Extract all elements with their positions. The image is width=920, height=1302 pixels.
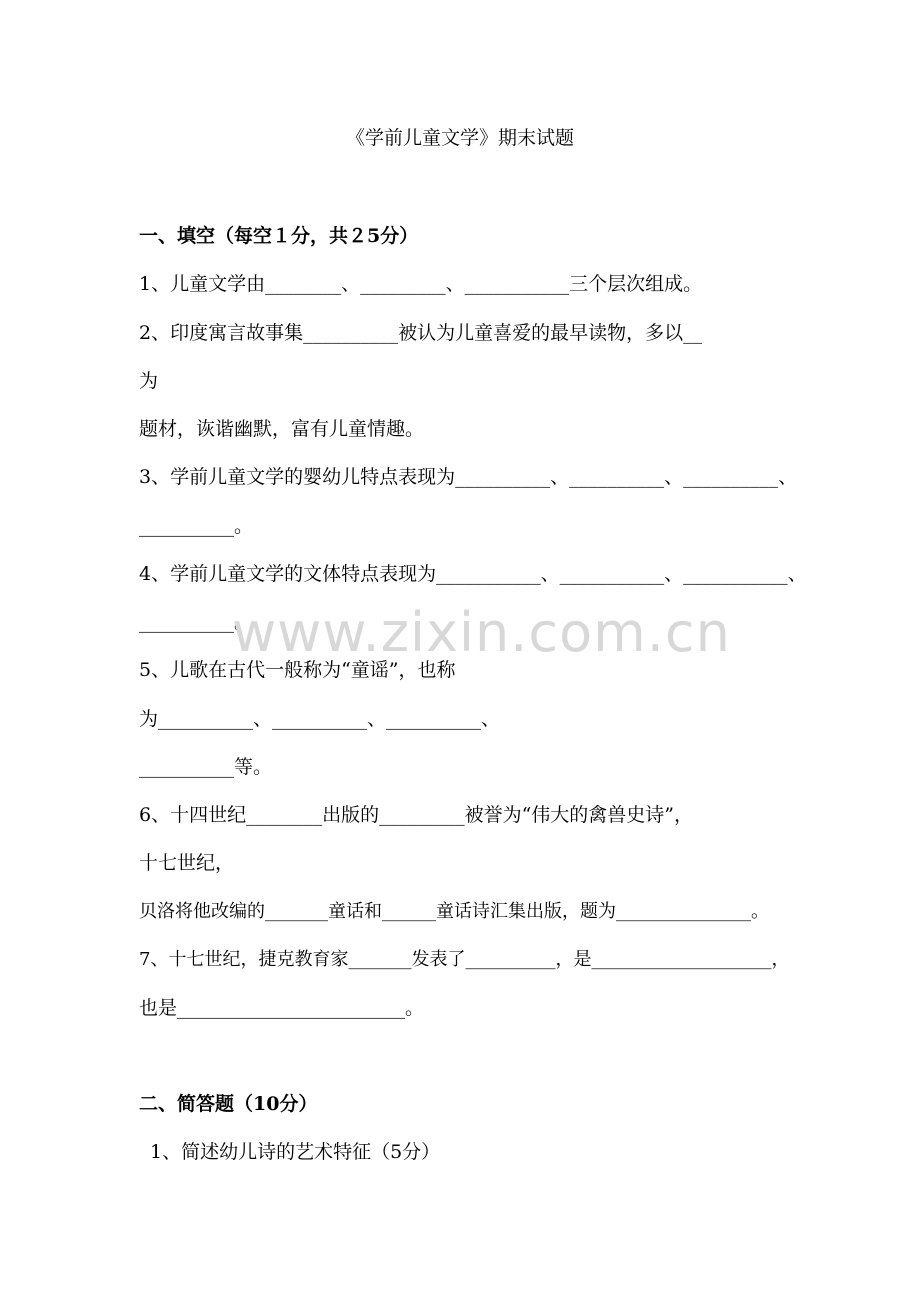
question-5: 5、儿歌在古代一般称为“童谣”，也称 — [139, 659, 456, 681]
question-6-cont: 十七世纪， — [139, 852, 235, 874]
section-2-heading: 二、简答题（10分） — [139, 1093, 318, 1115]
question-4-cont: __________。 — [139, 611, 254, 633]
question-5-cont: 为__________、__________、__________、 — [139, 708, 501, 730]
question-6-cont: 贝洛将他改编的_______童话和______童话诗汇集出版，题为_______________。 — [139, 901, 769, 922]
watermark: www.zixin.com.cn — [232, 601, 731, 664]
question-1: 1、儿童文学由________、_________、___________三个层次组成。 — [139, 273, 703, 295]
question-2: 2、印度寓言故事集__________被认为儿童喜爱的最早读物，多以__ — [139, 322, 703, 344]
question-2-cont: 题材，诙谐幽默，富有儿童情趣。 — [139, 418, 425, 440]
question-3: 3、学前儿童文学的婴幼儿特点表现为__________、__________、__________、 — [139, 466, 798, 488]
question-5-cont: __________等。 — [139, 756, 273, 778]
question-7-cont: 也是________________________。 — [139, 997, 425, 1019]
question-6: 6、十四世纪________出版的_________被誉为“伟大的禽兽史诗”， — [139, 804, 694, 826]
short-answer-question-1: 1、简述幼儿诗的艺术特征（5分） — [150, 1141, 441, 1163]
question-7: 7、十七世纪，捷克教育家_______发表了__________，是____________________， — [139, 949, 790, 970]
page-title: 《学前儿童文学》期末试题 — [345, 127, 574, 149]
section-1-heading: 一、填空（每空１分，共２5分） — [139, 225, 419, 247]
question-4: 4、学前儿童文学的文体特点表现为___________、___________、___________、 — [139, 563, 807, 585]
question-2-cont: 为 — [139, 370, 159, 392]
question-3-cont: __________。 — [139, 515, 254, 537]
